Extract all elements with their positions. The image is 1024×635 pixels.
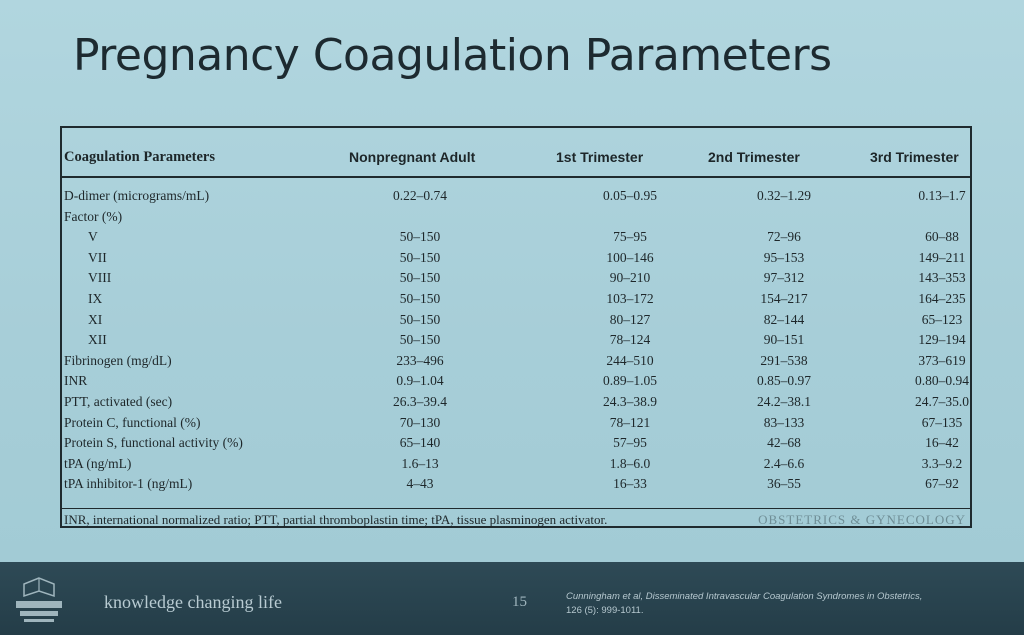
row-value: 26.3–39.4 (393, 394, 447, 409)
row-value: 72–96 (767, 229, 801, 245)
row-value: 100–146 (606, 249, 654, 265)
row-value: 0.32–1.29 (757, 188, 811, 203)
row-value: 95–153 (763, 249, 805, 265)
row-value: 78–121 (609, 414, 651, 430)
row-label: tPA (ng/mL) (64, 455, 132, 471)
row-value: 90–210 (609, 270, 651, 286)
footnote-divider (62, 508, 970, 509)
table-row (62, 394, 970, 414)
row-label: IX (88, 291, 103, 306)
row-value: 4–43 (406, 476, 434, 492)
row-value: 97–312 (763, 270, 805, 286)
row-label: tPA inhibitor-1 (ng/mL) (64, 476, 193, 492)
row-value: 373–619 (918, 352, 966, 368)
table-row (62, 250, 970, 270)
row-value: 164–235 (918, 291, 966, 306)
row-label: XII (88, 332, 107, 348)
footer-bar (0, 562, 1024, 635)
header-nonpregnant: Nonpregnant Adult (349, 149, 476, 165)
row-value: 70–130 (399, 414, 441, 430)
row-value: 24.2–38.1 (757, 394, 811, 409)
row-value: 24.3–38.9 (603, 394, 657, 409)
row-value: 16–33 (613, 476, 647, 492)
table-row (62, 209, 970, 229)
row-value: 57–95 (613, 435, 647, 451)
header-3rd-trimester: 3rd Trimester (870, 149, 959, 165)
row-value: 143–353 (918, 270, 966, 286)
citation (566, 590, 1016, 618)
row-label: Factor (%) (64, 208, 123, 224)
table-row (62, 476, 970, 496)
row-value: 0.85–0.97 (757, 373, 811, 389)
row-label: VII (88, 249, 107, 265)
row-value: 0.89–1.05 (603, 373, 657, 389)
row-value: 154–217 (760, 291, 808, 306)
row-label: XI (88, 311, 103, 327)
row-value: 42–68 (767, 435, 801, 451)
row-value: 244–510 (606, 352, 654, 368)
table-row (62, 291, 970, 311)
row-value: 80–127 (609, 311, 651, 327)
row-value: 103–172 (606, 291, 654, 306)
table-row (62, 415, 970, 435)
row-value: 0.80–0.94 (915, 373, 969, 389)
row-value: 0.05–0.95 (603, 188, 657, 203)
row-value: 67–135 (921, 414, 963, 430)
table-row (62, 332, 970, 352)
row-value: 291–538 (760, 352, 808, 368)
row-value: 65–140 (399, 435, 441, 451)
row-value: 50–150 (399, 332, 441, 348)
header-divider (62, 176, 970, 178)
citation-line-2: 126 (5): 999-1011. (566, 605, 644, 616)
table-row (62, 312, 970, 332)
row-value: 50–150 (399, 229, 441, 245)
row-value: 233–496 (396, 352, 444, 368)
row-value: 1.8–6.0 (609, 455, 651, 471)
row-label: PTT, activated (sec) (64, 394, 173, 409)
college-logo (10, 572, 68, 626)
row-value: 16–42 (925, 435, 959, 451)
table-footnote: INR, international normalized ratio; PTT, partial thromboplastin time; tPA, tissue plasminogen activator. (64, 512, 608, 527)
coagulation-table (60, 126, 972, 528)
row-value: 0.9–1.04 (396, 373, 444, 389)
table-row (62, 353, 970, 373)
row-value: 149–211 (918, 249, 966, 265)
journal-watermark: OBSTETRICS & GYNECOLOGY (758, 512, 966, 527)
table-row (62, 435, 970, 455)
row-value: 78–124 (609, 332, 651, 348)
row-value: 24.7–35.0 (915, 394, 969, 409)
row-value: 60–88 (925, 229, 959, 245)
header-1st-trimester: 1st Trimester (556, 149, 644, 165)
row-value: 90–151 (763, 332, 805, 348)
row-value: 129–194 (918, 332, 966, 348)
row-value: 75–95 (613, 229, 647, 245)
row-value: 36–55 (767, 476, 801, 492)
page-number: 15 (512, 594, 527, 610)
table-row (62, 188, 970, 208)
header-parameters: Coagulation Parameters (64, 149, 216, 165)
row-value: 0.22–0.74 (393, 188, 447, 203)
row-value: 50–150 (399, 291, 441, 306)
row-label: VIII (88, 270, 112, 286)
row-value: 1.6–13 (401, 455, 439, 471)
citation-line-1: Cunningham et al, Disseminated Intravascular Coagulation Syndromes in Obstetrics, (566, 591, 923, 602)
tagline: knowledge changing life (104, 592, 282, 612)
table-row (62, 270, 970, 290)
table-row (62, 456, 970, 476)
row-value: 82–144 (763, 311, 805, 327)
row-label: V (88, 229, 98, 245)
row-value: 3.3–9.2 (921, 455, 963, 471)
table-row (62, 373, 970, 393)
row-value: 83–133 (763, 414, 805, 430)
row-value: 67–92 (925, 476, 959, 492)
row-label: Fibrinogen (mg/dL) (64, 352, 172, 368)
row-value: 2.4–6.6 (763, 455, 805, 471)
row-value: 65–123 (921, 311, 963, 327)
row-value: 50–150 (399, 249, 441, 265)
row-label: D-dimer (micrograms/mL) (64, 188, 210, 203)
row-label: INR (64, 373, 88, 389)
book-logo-icon (10, 572, 68, 626)
row-value: 50–150 (399, 311, 441, 327)
slide-title: Pregnancy Coagulation Parameters (73, 30, 832, 81)
table-row (62, 229, 970, 249)
row-label: Protein C, functional (%) (64, 414, 201, 430)
row-value: 0.13–1.7 (918, 188, 966, 203)
header-2nd-trimester: 2nd Trimester (708, 149, 800, 165)
row-label: Protein S, functional activity (%) (64, 435, 243, 451)
row-value: 50–150 (399, 270, 441, 286)
